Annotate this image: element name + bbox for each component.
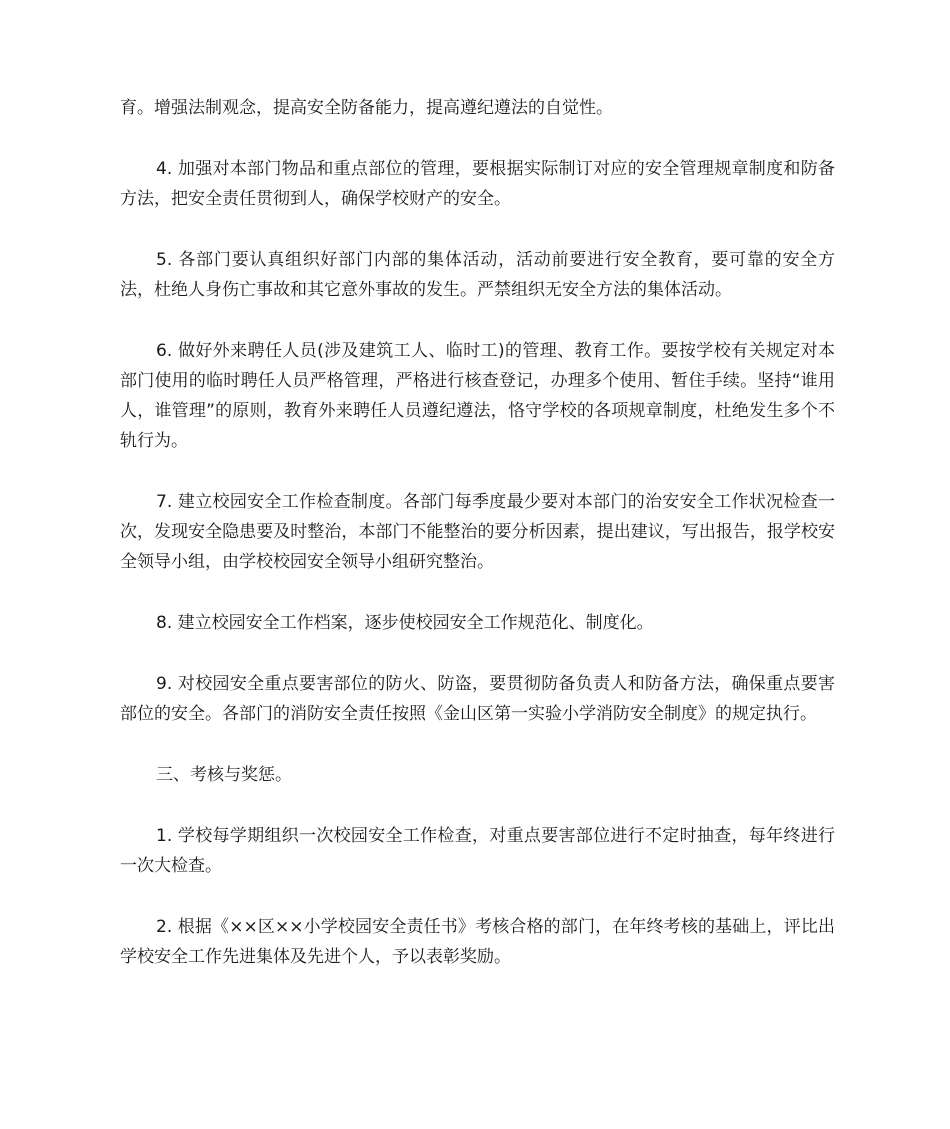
paragraph-item-9: 9. 对校园安全重点要害部位的防火、防盗，要贯彻防备负责人和防备方法，确保重点要害部位的安全。各部门的消防安全责任按照《金山区第一实验小学消防安全制度》的规定执行。	[120, 674, 835, 724]
paragraph-assessment-2: 2. 根据《××区××小学校园安全责任书》考核合格的部门，在年终考核的基础上，评比出学校安全工作先进集体及先进个人，予以表彰奖励。	[120, 917, 835, 967]
paragraph-continued: 育。增强法制观念，提高安全防备能力，提高遵纪遵法的自觉性。	[120, 98, 613, 118]
document-body	[120, 93, 835, 1003]
paragraph-item-7: 7. 建立校园安全工作检查制度。各部门每季度最少要对本部门的治安安全工作状况检查一次，发现安全隐患要及时整治，本部门不能整治的要分析因素，提出建议，写出报告，报学校安全领导小组，由学校校园安全领导小组研究整治。	[120, 492, 835, 572]
paragraph-item-6: 6. 做好外来聘任人员(涉及建筑工人、临时工)的管理、教育工作。要按学校有关规定对本部门使用的临时聘任人员严格管理，严格进行核查登记，办理多个使用、暂住手续。坚持“谁用人，谁管理”的原则，教育外来聘任人员遵纪遵法，恪守学校的各项规章制度，杜绝发生多个不轨行为。	[120, 341, 835, 451]
section-heading-assessment: 三、考核与奖惩。	[156, 765, 292, 785]
paragraph-item-5: 5. 各部门要认真组织好部门内部的集体活动，活动前要进行安全教育，要可靠的安全方法，杜绝人身伤亡事故和其它意外事故的发生。严禁组织无安全方法的集体活动。	[120, 250, 835, 300]
paragraph-assessment-1: 1. 学校每学期组织一次校园安全工作检查，对重点要害部位进行不定时抽查，每年终进行一次大检查。	[120, 826, 835, 876]
paragraph-item-8: 8. 建立校园安全工作档案，逐步使校园安全工作规范化、制度化。	[156, 613, 654, 633]
paragraph-item-4: 4. 加强对本部门物品和重点部位的管理，要根据实际制订对应的安全管理规章制度和防备方法，把安全责任贯彻到人，确保学校财产的安全。	[120, 159, 835, 209]
